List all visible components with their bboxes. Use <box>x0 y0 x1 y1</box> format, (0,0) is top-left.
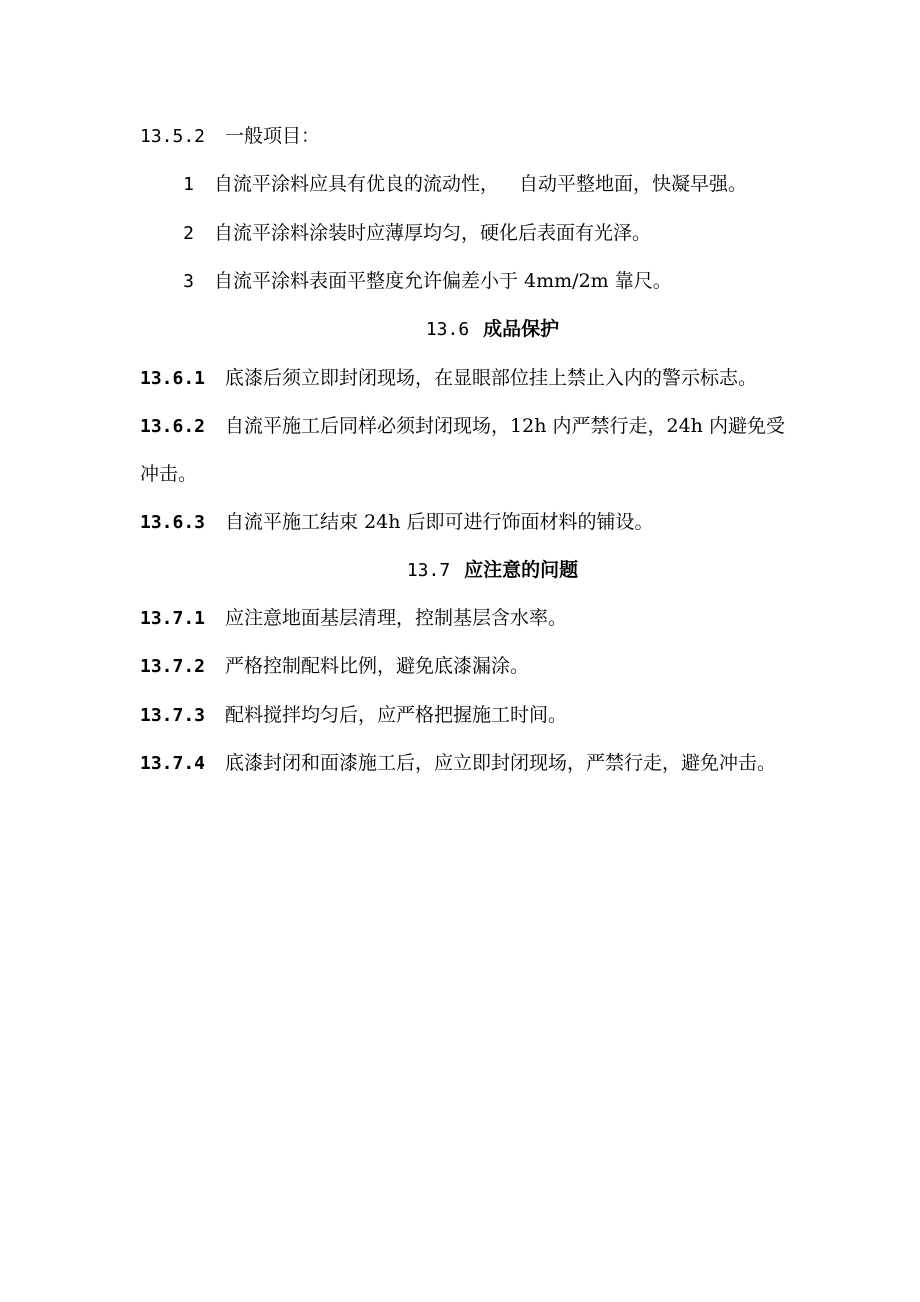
list-item-2 <box>176 221 846 246</box>
clause-number: 13.7.2 <box>140 656 206 677</box>
clause-number: 13.7.1 <box>140 608 206 629</box>
item-number: 1 <box>183 174 194 195</box>
clause-number: 13.6.1 <box>140 368 206 389</box>
clause-text: 底漆后须立即封闭现场，在显眼部位挂上禁止入内的警示标志。 <box>225 367 758 389</box>
heading-number: 13.7 <box>406 560 451 581</box>
clause-13-7-2 <box>140 654 845 679</box>
clause-13-7-1 <box>140 606 845 631</box>
item-text: 自流平涂料表面平整度允许偏差小于 4mm/2m 靠尺。 <box>214 270 672 292</box>
clause-number: 13.5.2 <box>140 126 206 147</box>
item-number: 2 <box>183 223 194 244</box>
clause-13-5-2 <box>140 124 845 149</box>
clause-13-7-3 <box>140 703 845 728</box>
clause-13-6-2 <box>140 414 845 439</box>
item-text-b: 自动平整地面，快凝早强。 <box>519 173 748 195</box>
item-number: 3 <box>183 271 194 292</box>
clause-text: 严格控制配料比例，避免底漆漏涂。 <box>225 655 530 677</box>
item-text-a: 自流平涂料应具有优良的流动性， <box>214 173 500 195</box>
section-heading-13-6 <box>140 317 845 342</box>
clause-number: 13.6.2 <box>140 416 206 437</box>
list-item-1 <box>176 172 846 197</box>
list-item-3 <box>176 269 846 294</box>
heading-title: 应注意的问题 <box>464 559 579 581</box>
section-heading-13-7 <box>140 558 845 583</box>
clause-text: 自流平施工结束 24h 后即可进行饰面材料的铺设。 <box>225 511 654 533</box>
clause-13-6-3 <box>140 510 845 535</box>
clause-13-6-1 <box>140 366 845 391</box>
item-text: 自流平涂料涂装时应薄厚均匀，硬化后表面有光泽。 <box>214 222 652 244</box>
clause-text: 应注意地面基层清理，控制基层含水率。 <box>225 607 568 629</box>
clause-13-6-2-continued <box>140 462 845 486</box>
clause-text: 配料搅拌均匀后，应严格把握施工时间。 <box>225 704 568 726</box>
clause-text: 底漆封闭和面漆施工后，应立即封闭现场，严禁行走，避免冲击。 <box>225 752 777 774</box>
clause-number: 13.7.4 <box>140 753 206 774</box>
clause-number: 13.6.3 <box>140 512 206 533</box>
clause-13-7-4 <box>140 751 845 776</box>
heading-number: 13.6 <box>425 319 470 340</box>
clause-text-continued: 冲击。 <box>140 463 198 485</box>
heading-title: 成品保护 <box>483 318 560 340</box>
clause-title: 一般项目： <box>225 125 321 147</box>
clause-text: 自流平施工后同样必须封闭现场，12h 内严禁行走，24h 内避免受 <box>225 415 785 437</box>
clause-number: 13.7.3 <box>140 705 206 726</box>
